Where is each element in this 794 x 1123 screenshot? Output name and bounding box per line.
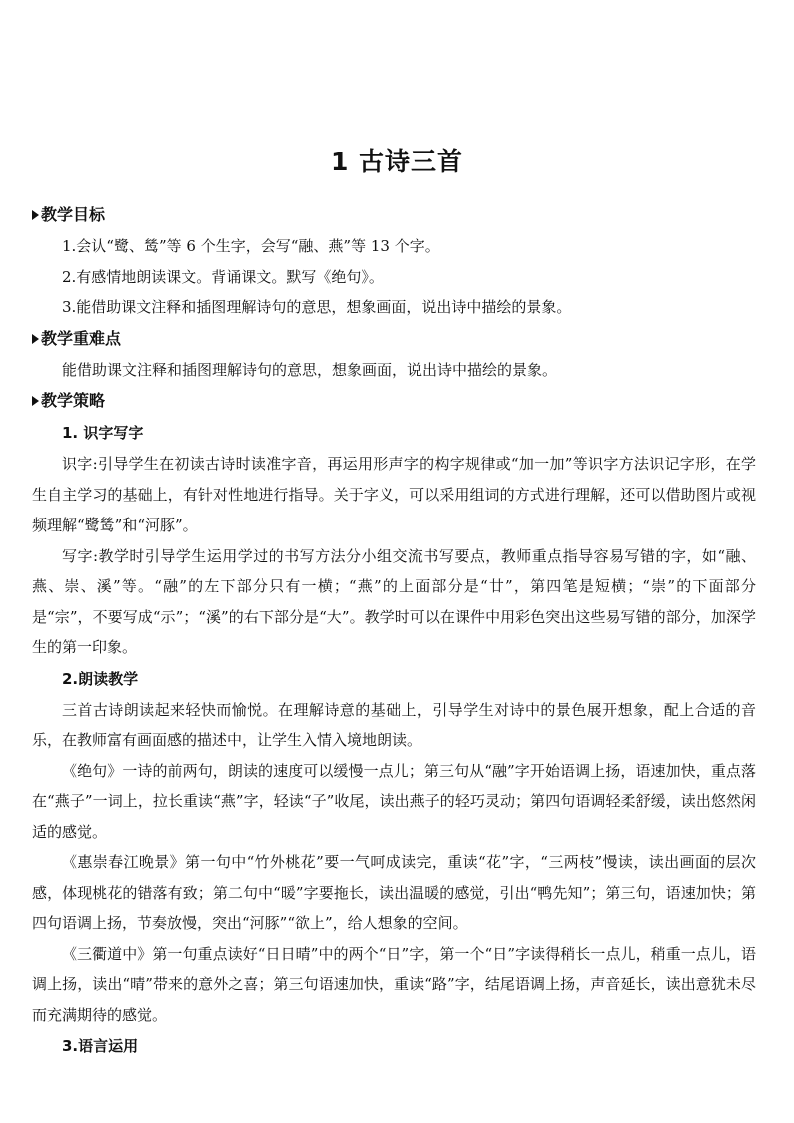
subheading-literacy-writing: 1. 识字写字 [62,424,144,442]
key-points-paragraph: 能借助课文注释和插图理解诗句的意思，想象画面，说出诗中描绘的景象。 [62,360,558,379]
subheading-language-use: 3.语言运用 [62,1037,139,1055]
section-heading-strategy [32,385,756,417]
document-body [32,199,756,1062]
goal-item-3: 3.能借助课文注释和插图理解诗句的意思，想象画面，说出诗中描绘的景象。 [62,298,572,316]
literacy-paragraph: 识字:引导学生在初读古诗时读准字音，再运用形声字的构字规律或“加一加”等识字方法识记字形，在学生自主学习的基础上，有针对性地进行指导。关于字义，可以采用组词的方式进行理解，还可以借助图片或视频理解“鹭鸶”和“河豚”。 [32,455,756,534]
section-heading-strategy-text: 教学策略 [41,391,106,410]
section-heading-goals-text: 教学目标 [41,205,106,224]
reading-intro-paragraph: 三首古诗朗读起来轻快而愉悦。在理解诗意的基础上，引导学生对诗中的景色展开想象，配上合适的音乐，在教师富有画面感的描述中，让学生入情入境地朗读。 [32,700,756,749]
reading-jueju-paragraph: 《绝句》一诗的前两句，朗读的速度可以缓慢一点儿；第三句从“融”字开始语调上扬，语速加快，重点落在“燕子”一词上，拉长重读“燕”字，轻读“子”收尾，读出燕子的轻巧灵动；第四句语调轻柔舒缓，读出悠然闲适的感觉。 [32,761,756,841]
goal-item-2: 2.有感情地朗读课文。背诵课文。默写《绝句》。 [62,267,384,286]
reading-sanqu-paragraph: 《三衢道中》第一句重点读好“日日晴”中的两个“日”字，第一个“日”字读得稍长一点儿，稍重一点儿，语调上扬，读出“晴”带来的意外之喜；第三句语速加快，重读“路”字，结尾语调上扬，声音延长，读出意犹未尽而充满期待的感觉。 [32,944,756,1024]
section-heading-goals [32,199,756,231]
triangle-bullet-icon [32,334,39,344]
section-heading-key-points-text: 教学重难点 [41,328,122,348]
goal-item-1: 1.会认“鹭、鸶”等 6 个生字，会写“融、燕”等 13 个字。 [62,237,440,255]
subheading-reading: 2.朗读教学 [62,669,139,688]
section-heading-key-points [32,323,756,355]
triangle-bullet-icon [32,396,39,406]
triangle-bullet-icon [32,210,39,220]
page-title: 1 古诗三首 [330,147,464,176]
reading-huichong-paragraph: 《惠崇春江晚景》第一句中“竹外桃花”要一气呵成读完，重读“花”字，“三两枝”慢读，读出画面的层次感，体现桃花的错落有致；第二句中“暖”字要拖长，读出温暖的感觉，引出“鸭先知”；第三句，语速加快；第四句语调上扬，节奏放慢，突出“河豚”“欲上”，给人想象的空间。 [32,853,756,932]
writing-paragraph: 写字:教学时引导学生运用学过的书写方法分小组交流书写要点，教师重点指导容易写错的字，如“融、燕、崇、溪”等。“融”的左下部分只有一横；“燕”的上面部分是“廿”，第四笔是短横；“崇”的下面部分是“宗”，不要写成“示”；“溪”的右下部分是“大”。教学时可以在课件中用彩色突出这些易写错的部分，加深学生的第一印象。 [32,546,756,656]
